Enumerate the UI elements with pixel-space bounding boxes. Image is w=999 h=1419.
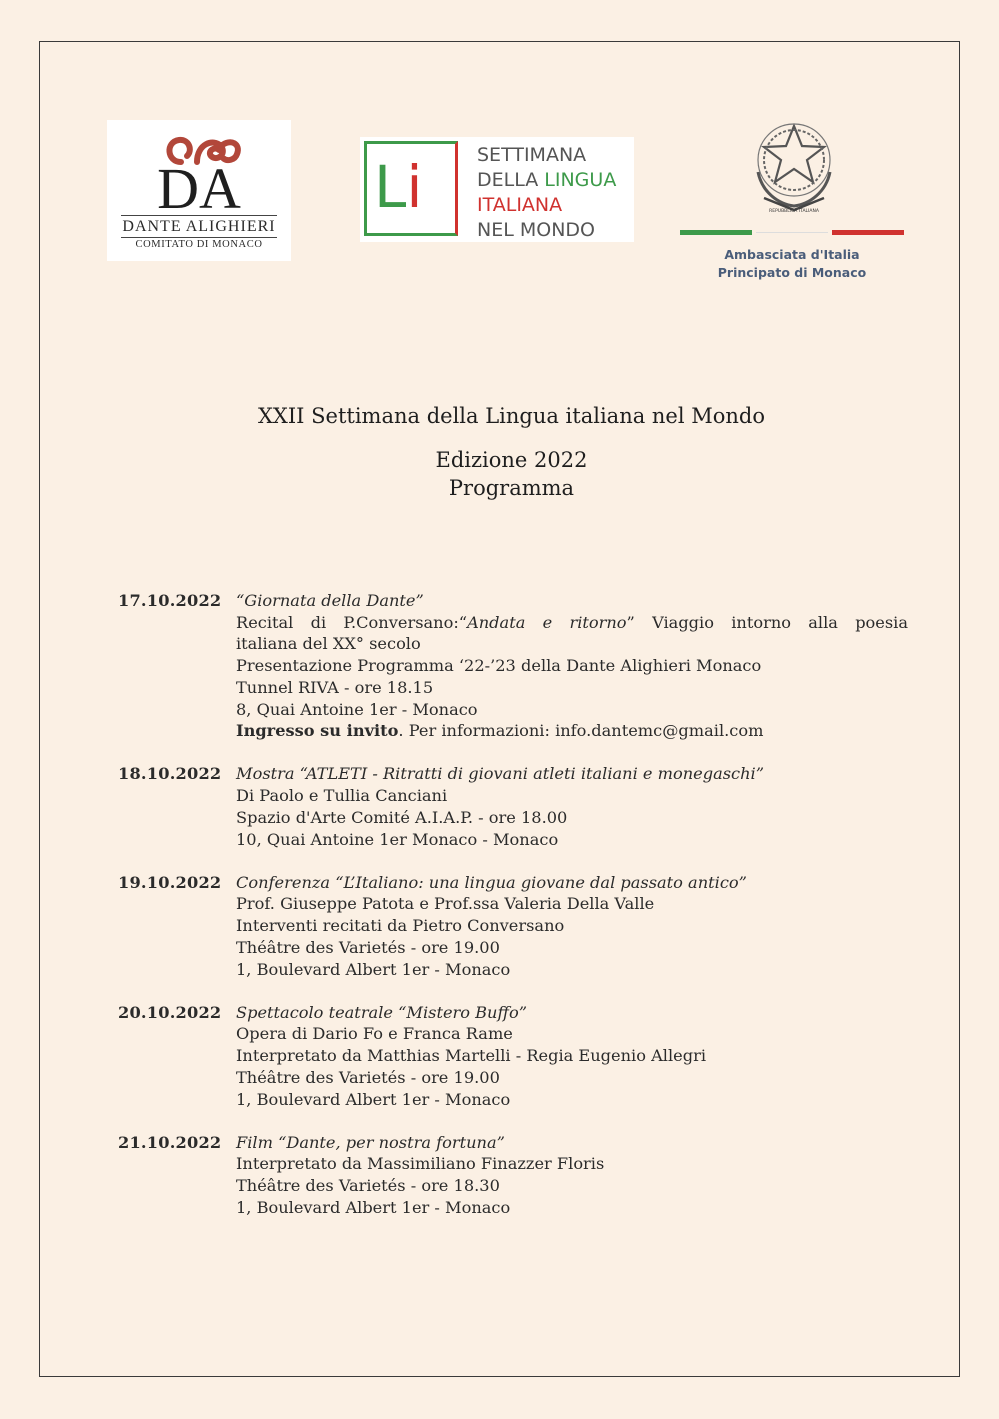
settimana-line-4: NEL MONDO	[477, 219, 595, 241]
dante-logo-name: DANTE ALIGHIERI	[122, 218, 276, 235]
page-title: XXII Settimana della Lingua italiana nel Mondo	[257, 404, 766, 428]
event-item	[118, 590, 908, 742]
program-title: Programma	[448, 476, 575, 500]
divider	[121, 237, 277, 238]
edition-title: Edizione 2022	[435, 448, 588, 472]
dante-monogram-icon	[107, 132, 291, 212]
event-date: 18.10.2022	[118, 764, 222, 784]
italian-emblem-icon	[748, 120, 840, 216]
event-address: 1, Boulevard Albert 1er - Monaco	[236, 1197, 511, 1217]
settimana-logo-text	[477, 143, 616, 243]
event-detail: Recital di P.Conversano:“Andata e ritorno” Viaggio intorno alla poesia	[236, 612, 909, 632]
event-detail: Interventi recitati da Pietro Conversano	[236, 916, 565, 936]
settimana-line-1: SETTIMANA	[477, 144, 587, 166]
event-detail: Interpretato da Massimiliano Finazzer Floris	[236, 1154, 605, 1174]
event-detail: Di Paolo e Tullia Canciani	[236, 786, 448, 806]
event-title: Film “Dante, per nostra fortuna”	[236, 1132, 505, 1152]
event-date: 20.10.2022	[118, 1002, 222, 1022]
italian-flag-stripe	[680, 230, 904, 235]
event-address: 1, Boulevard Albert 1er - Monaco	[236, 959, 511, 979]
event-entry: Ingresso su invito. Per informazioni: info.dantemc@gmail.com	[236, 721, 764, 741]
program-list	[118, 590, 908, 1240]
embassy-location: Principato di Monaco	[717, 265, 867, 280]
svg-text:DA: DA	[157, 156, 241, 212]
event-detail: Presentazione Programma ‘22-’23 della Dante Alighieri Monaco	[236, 656, 762, 676]
event-title: “Giornata della Dante”	[236, 591, 424, 610]
event-item	[118, 763, 908, 850]
event-venue: Théâtre des Varietés - ore 18.30	[236, 1176, 500, 1196]
event-item	[118, 1002, 908, 1111]
event-date: 17.10.2022	[118, 591, 222, 610]
event-venue: Spazio d'Arte Comité A.I.A.P. - ore 18.00	[236, 807, 568, 827]
event-address: 10, Quai Antoine 1er Monaco - Monaco	[236, 829, 559, 849]
dante-alighieri-logo	[107, 120, 291, 261]
event-date: 19.10.2022	[118, 872, 222, 892]
event-date: 21.10.2022	[118, 1132, 222, 1152]
event-detail: Prof. Giuseppe Patota e Prof.ssa Valeria Della Valle	[236, 894, 655, 914]
dante-logo-subtitle: COMITATO DI MONACO	[135, 239, 263, 250]
embassy-logo	[676, 120, 908, 290]
event-detail: Interpretato da Matthias Martelli - Regia Eugenio Allegri	[236, 1046, 706, 1066]
event-item	[118, 872, 908, 981]
divider	[121, 215, 277, 216]
event-address: 8, Quai Antoine 1er - Monaco	[236, 699, 478, 719]
event-title: Conferenza “L’Italiano: una lingua giovane dal passato antico”	[236, 872, 747, 892]
event-venue: Théâtre des Varietés - ore 19.00	[236, 1067, 500, 1087]
li-mark: Li	[374, 153, 423, 221]
settimana-lingua-logo	[360, 137, 634, 242]
embassy-name: Ambasciata d'Italia	[724, 247, 860, 262]
settimana-line-3: ITALIANA	[477, 194, 563, 216]
event-venue: Tunnel RIVA - ore 18.15	[236, 677, 434, 697]
event-title: Spettacolo teatrale “Mistero Buffo”	[236, 1002, 527, 1022]
event-detail: Opera di Dario Fo e Franca Rame	[236, 1024, 513, 1044]
event-address: 1, Boulevard Albert 1er - Monaco	[236, 1089, 511, 1109]
event-venue: Théâtre des Varietés - ore 19.00	[236, 937, 500, 957]
event-detail: italiana del XX° secolo	[236, 634, 421, 654]
settimana-line-2: DELLA LINGUA	[477, 169, 617, 191]
event-title: Mostra “ATLETI - Ritratti di giovani atleti italiani e monegaschi”	[236, 764, 764, 784]
event-item	[118, 1132, 908, 1219]
svg-text:REPUBBLICA ITALIANA: REPUBBLICA ITALIANA	[769, 209, 819, 214]
